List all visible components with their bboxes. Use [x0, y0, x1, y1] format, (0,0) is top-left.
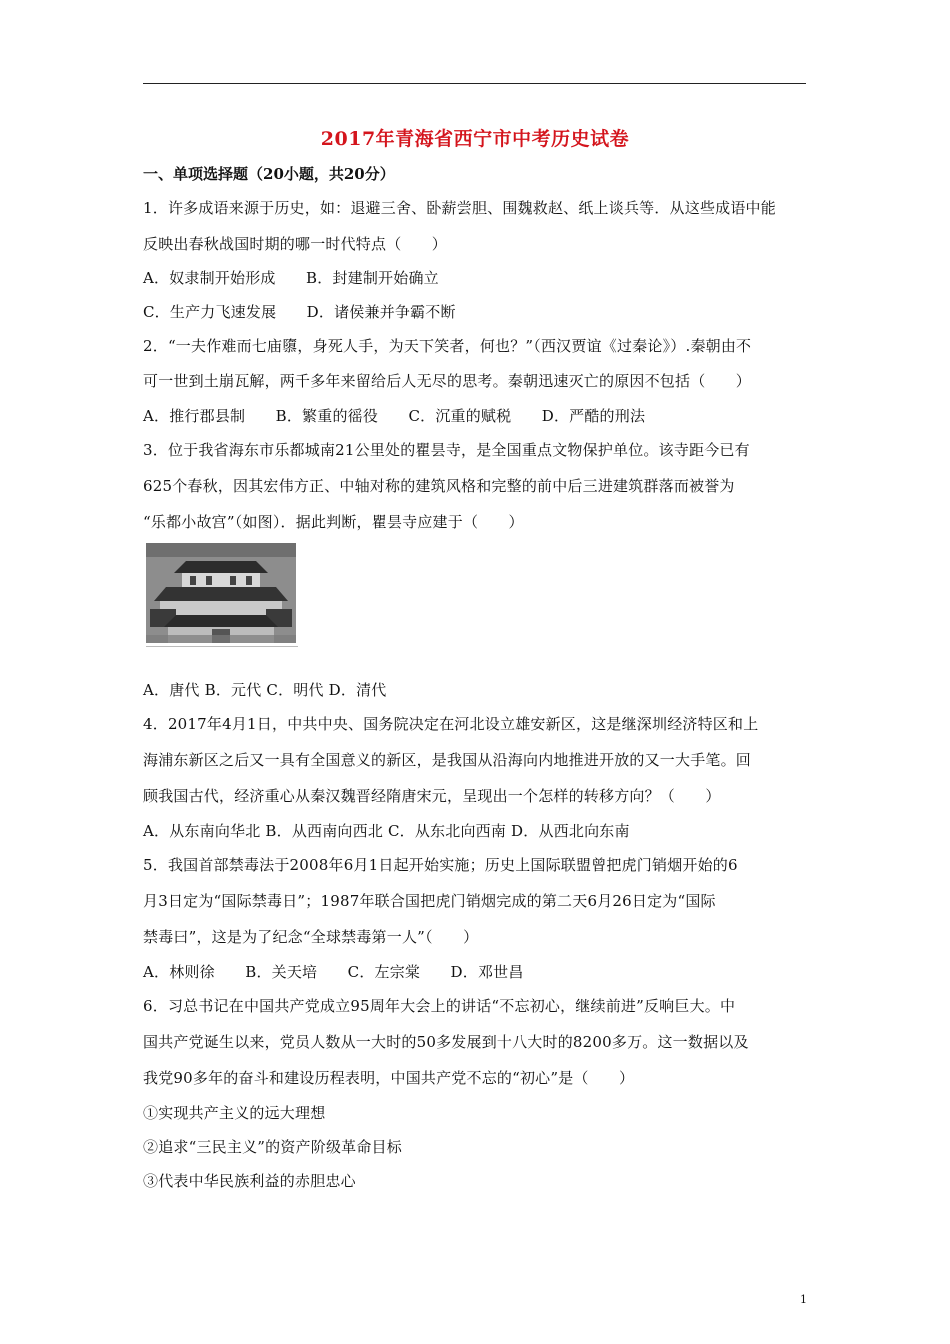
q1-line2: 反映出春秋战国时期的哪一时代特点（ ） — [143, 235, 448, 253]
section-heading: 一、单项选择题（20小题，共20分） — [143, 165, 395, 183]
q4-line2: 海浦东新区之后又一具有全国意义的新区，是我国从沿海向内地推进开放的又一大手笔。回 — [143, 751, 752, 769]
q6-item-3: ③代表中华民族利益的赤胆忠心 — [143, 1172, 356, 1190]
page-number: 1 — [800, 1293, 807, 1306]
q3-options: A．唐代 B．元代 C．明代 D．清代 — [143, 681, 387, 699]
q5-options: A．林则徐 B．关天培 C．左宗棠 D．邓世昌 — [143, 963, 524, 981]
q2-options: A．推行郡县制 B．繁重的徭役 C．沉重的赋税 D．严酷的刑法 — [143, 407, 646, 425]
q4-line1: 4．2017年4月1日，中共中央、国务院决定在河北设立雄安新区，这是继深圳经济特区和上 — [143, 715, 759, 733]
q5-line2: 月3日定为“国际禁毒日”；1987年联合国把虎门销烟完成的第二天6月26日定为“国际 — [143, 892, 716, 910]
header-rule — [143, 83, 806, 84]
q6-item-1: ①实现共产主义的远大理想 — [143, 1104, 326, 1122]
q6-line1: 6．习总书记在中国共产党成立95周年大会上的讲话“不忘初心，继续前进”反响巨大。中 — [143, 997, 736, 1015]
q3-line3: “乐都小故宫”（如图）．据此判断，瞿昙寺应建于（ ） — [143, 513, 524, 531]
q2-line1: 2．“一夫作难而七庙隳，身死人手，为天下笑者，何也？”（西汉贾谊《过秦论》）.秦朝由不 — [143, 337, 752, 355]
q2-line2: 可一世到土崩瓦解，两千多年来留给后人无尽的思考。秦朝迅速灭亡的原因不包括（ ） — [143, 372, 752, 390]
q6-line3: 我党90多年的奋斗和建设历程表明，中国共产党不忘的“初心”是（ ） — [143, 1069, 635, 1087]
q4-options: A．从东南向华北 B．从西南向西北 C．从东北向西南 D．从西北向东南 — [143, 822, 630, 840]
temple-photo — [146, 543, 296, 643]
q5-line3: 禁毒曰”，这是为了纪念“全球禁毒第一人”（ ） — [143, 928, 479, 946]
q3-line2: 625个春秋，因其宏伟方正、中轴对称的建筑风格和完整的前中后三进建筑群落而被誉为 — [143, 477, 735, 495]
q4-line3: 顾我国古代，经济重心从秦汉魏晋经隋唐宋元，呈现出一个怎样的转移方向？（ ） — [143, 787, 721, 805]
q1-options-ab: A．奴隶制开始形成 B．封建制开始确立 — [143, 269, 439, 287]
page-title: 2017年青海省西宁市中考历史试卷 — [320, 128, 630, 150]
q6-item-2: ②追求“三民主义”的资产阶级革命目标 — [143, 1138, 402, 1156]
q6-line2: 国共产党诞生以来，党员人数从一大时的50多发展到十八大时的8200多万。这一数据以及 — [143, 1033, 749, 1051]
q1-options-cd: C．生产力飞速发展 D．诸侯兼并争霸不断 — [143, 303, 456, 321]
q3-line1: 3．位于我省海东市乐都城南21公里处的瞿昙寺，是全国重点文物保护单位。该寺距今已有 — [143, 441, 750, 459]
q5-line1: 5．我国首部禁毒法于2008年6月1日起开始实施；历史上国际联盟曾把虎门销烟开始的6 — [143, 856, 738, 874]
q1-line1: 1．许多成语来源于历史，如：退避三舍、卧薪尝胆、围魏救赵、纸上谈兵等．从这些成语中能 — [143, 199, 776, 217]
photo-underline — [146, 646, 298, 647]
